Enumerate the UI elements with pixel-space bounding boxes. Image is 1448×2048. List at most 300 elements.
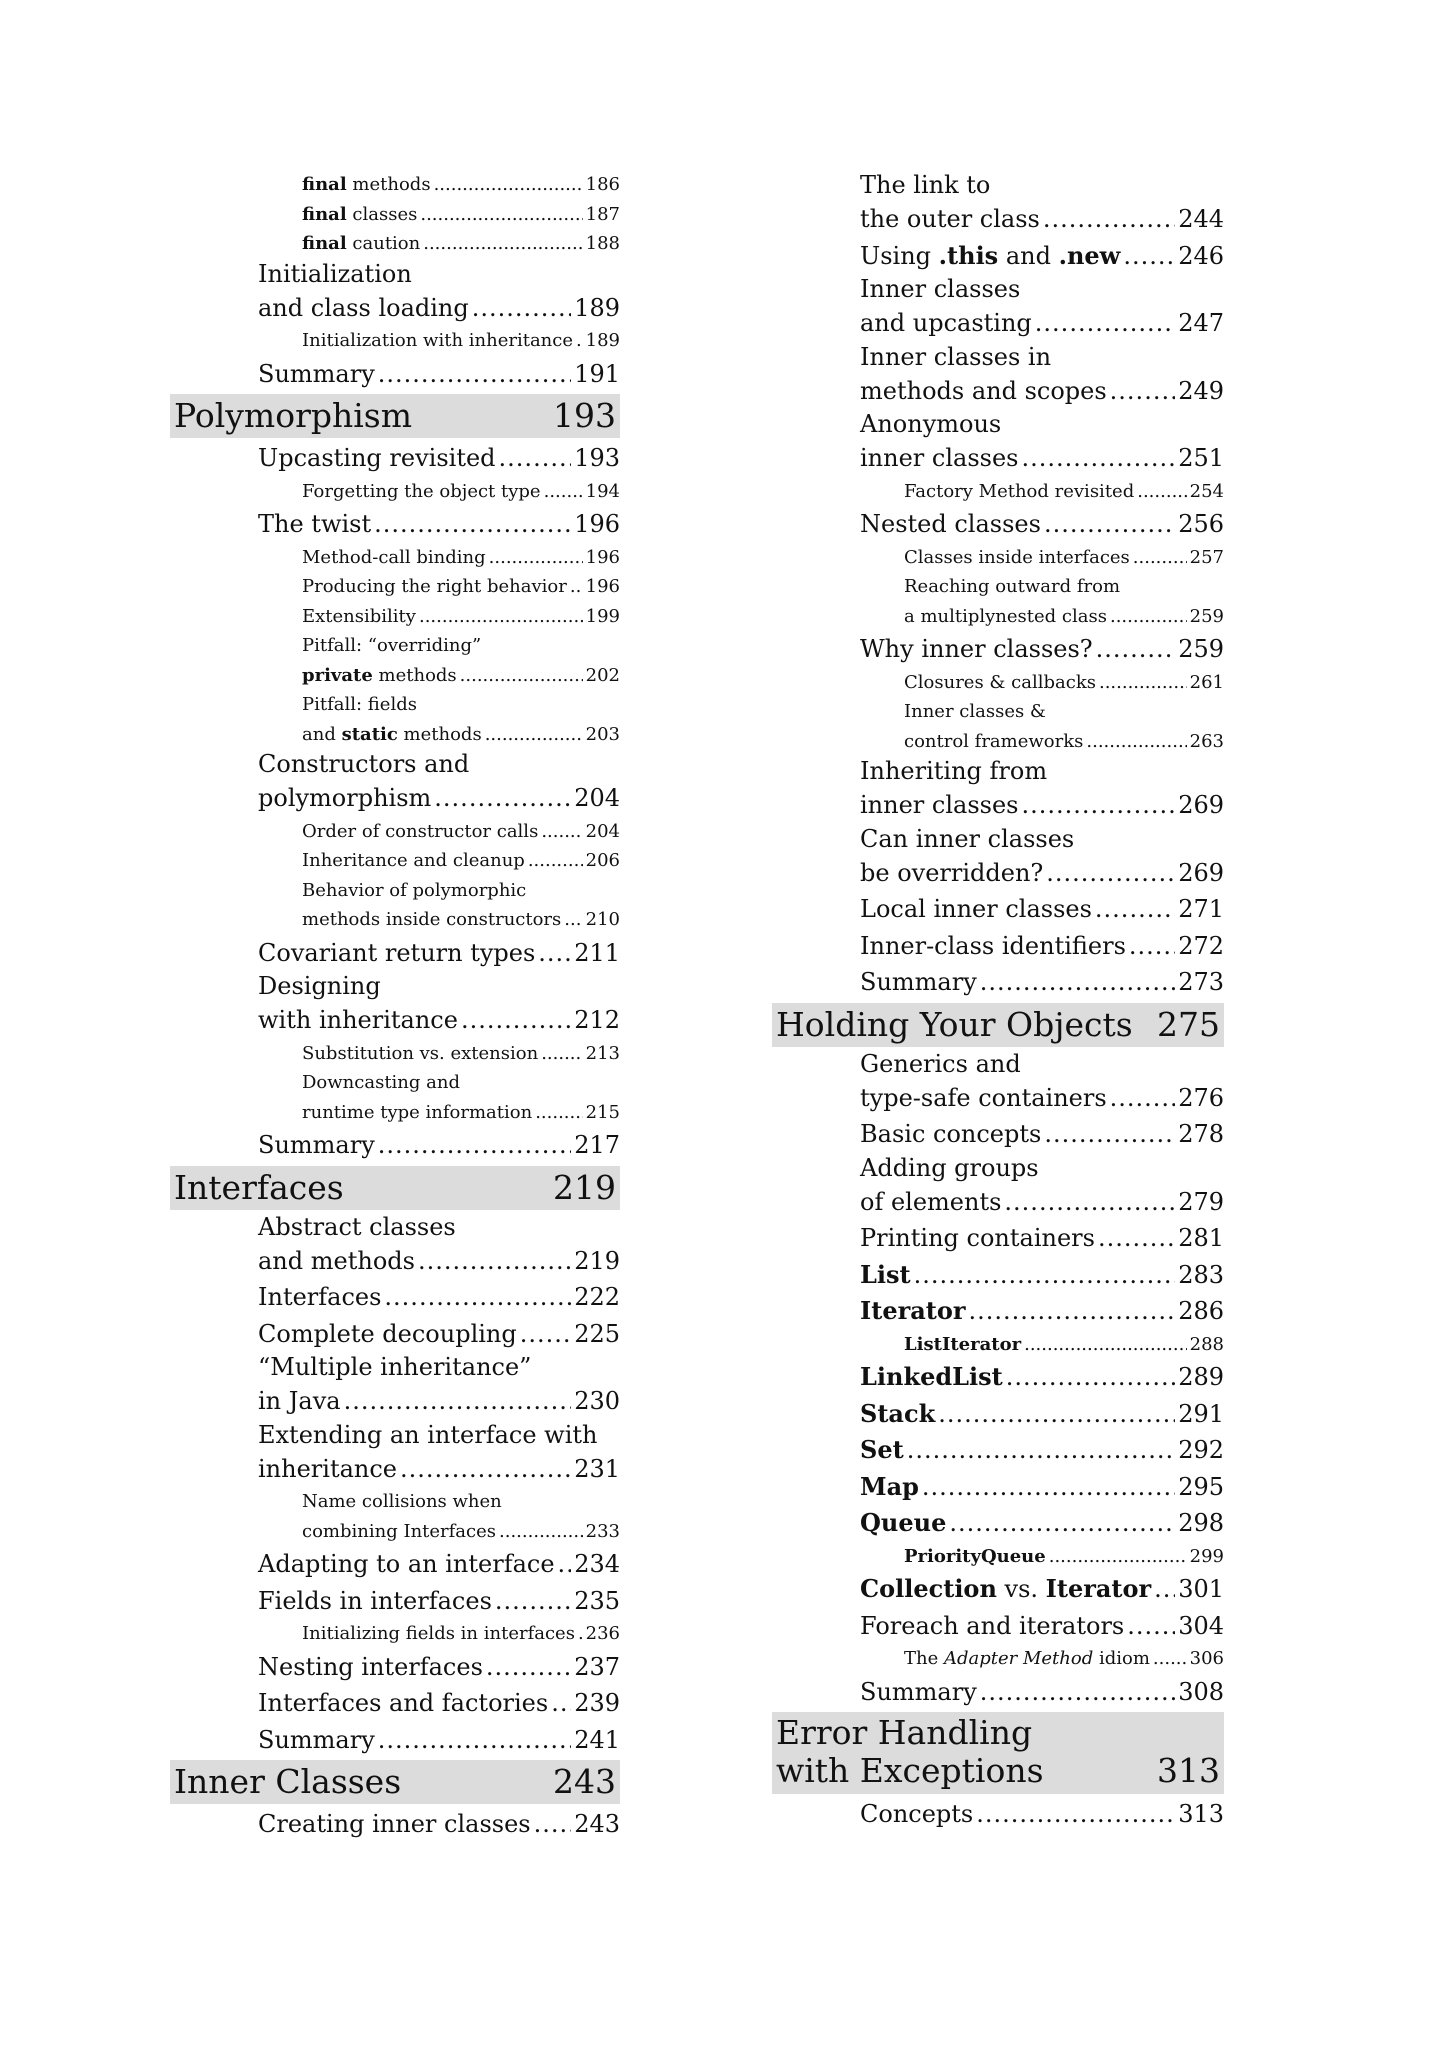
toc-section-entry [772,855,1224,892]
dot-leader [489,543,583,573]
toc-section-entry [772,964,1224,1001]
toc-entry-text: in Java [258,1387,341,1415]
toc-page-number: 299 [1189,1545,1224,1567]
dot-leader [558,1546,572,1583]
toc-entry-title [302,846,525,876]
toc-entry-title [860,1293,966,1330]
toc-entry-text-bold: Set [860,1435,904,1464]
toc-page-number: 194 [585,480,620,502]
toc-page-number: 191 [574,359,620,388]
toc-entry-text: Factory Method revisited [904,480,1135,502]
toc-entry-text: The [904,1648,944,1669]
chapter-title-row [776,1752,1220,1790]
toc-entry-title [860,964,977,1001]
toc-entry-line: Abstract classes [258,1212,456,1241]
dot-leader [1123,238,1175,275]
toc-entry-text: idiom [1093,1648,1150,1669]
toc-subsection-entry [170,1517,620,1547]
toc-entry-title [302,477,541,507]
toc-entry-title [258,935,535,972]
dot-leader [980,1674,1175,1711]
toc-section-entry [772,506,1224,543]
toc-entry-text: and class loading [258,293,469,322]
dot-leader [384,1279,571,1316]
dot-leader [969,1293,1176,1330]
toc-subsection-entry [170,229,620,259]
toc-page-number: 189 [585,330,620,351]
toc-entry-title [904,477,1134,507]
toc-entry-text: inner classes [860,791,1019,819]
toc-subsection-entry [170,846,620,876]
toc-entry-title [860,928,1126,965]
toc-section-entry [170,1002,620,1039]
toc-entry-line: Can inner classes [860,824,1075,853]
toc-page-number: 236 [585,1623,620,1644]
toc-page-number: 219 [574,1246,620,1275]
toc-entry-title [860,238,1120,275]
toc-subsection-entry [170,661,620,691]
dot-leader [914,1257,1176,1294]
toc-subsection-entry [772,602,1224,632]
toc-section-entry [772,1469,1224,1506]
toc-entry-text-bold: final [302,203,347,225]
chapter-heading [772,1712,1224,1794]
toc-subsection-entry [170,1098,620,1128]
toc-entry-text: Why inner classes? [860,635,1093,663]
toc-section-entry [772,373,1224,410]
toc-entry-title [860,373,1107,410]
toc-section-entry [772,201,1224,238]
toc-section-entry [170,1546,620,1583]
toc-page-number: 288 [1189,1333,1224,1355]
toc-page-number: 272 [1178,931,1224,960]
dot-leader [1049,1542,1187,1572]
toc-section-entry [170,1127,620,1164]
toc-page-number: 235 [574,1586,620,1615]
toc-entry-title [258,1583,492,1620]
toc-entry-title [258,1383,341,1420]
toc-entry-line: Pitfall: “overriding” [302,635,482,656]
toc-section-entry [772,1257,1224,1294]
toc-entry-title [860,1359,1003,1396]
toc-subsection-entry [170,543,620,573]
dot-leader [976,1796,1175,1833]
toc-entry-title [904,1330,1021,1360]
toc-entry-title [860,1505,946,1542]
toc-section-entry [170,1451,620,1488]
toc-entry-line: Inheriting from [860,757,1048,785]
toc-entry-text: and methods [258,1246,415,1275]
toc-subsection-entry [772,727,1224,757]
toc-subsection-entry [772,1542,1224,1572]
toc-entry-title [860,440,1018,477]
toc-page-number: 291 [1178,1399,1224,1428]
dot-leader [1043,201,1175,238]
toc-entry-text-bold: .new [1058,240,1121,270]
toc-entry-title [860,506,1041,543]
toc-subsection-entry [170,477,620,507]
toc-entry-text: Closures & callbacks [904,671,1096,693]
toc-entry-text: Substitution vs. extension [302,1042,539,1064]
toc-entry-title [302,661,457,691]
toc-section-entry [170,1383,620,1420]
dot-leader [1095,891,1175,928]
toc-page-number: 234 [574,1550,620,1578]
toc-entry-title [302,170,431,200]
dot-leader [551,1685,571,1722]
toc-page-number: 257 [1189,546,1224,568]
toc-entry-text: Initialization with inheritance [302,330,574,351]
toc-page-number: 276 [1178,1083,1224,1112]
toc-subsection-entry [170,817,620,847]
toc-page-number: 196 [585,546,620,568]
toc-entry-text: Extensibility [302,605,416,627]
toc-page-number: 261 [1189,671,1224,693]
toc-entry-text: inner classes [860,444,1019,472]
toc-entry-text: of elements [860,1187,1002,1216]
toc-entry-title [904,727,1083,757]
chapter-title-line: with Exceptions [776,1751,1044,1790]
toc-left-column [170,170,620,1843]
chapter-heading [170,1166,620,1210]
toc-page-number: 243 [574,1810,620,1838]
toc-entry-text: The twist [258,510,372,538]
toc-page-number: 213 [585,1042,620,1064]
toc-section-entry [170,1583,620,1620]
toc-page-number: 206 [585,850,620,871]
dot-leader [520,1316,571,1353]
toc-entry-title [302,817,538,847]
dot-leader [544,477,583,507]
toc-page-number: 246 [1178,241,1224,270]
toc-page-number: 298 [1178,1509,1224,1537]
toc-entry-text: Summary [258,359,375,388]
toc-page-number: 283 [1178,1260,1224,1289]
toc-entry-line: Pitfall: fields [302,694,417,715]
toc-entry-title [258,1002,458,1039]
dot-leader [1127,1608,1175,1645]
toc-page-number: 251 [1178,444,1224,472]
toc-entry-line: Designing [258,972,381,1000]
dot-leader [420,200,582,230]
toc-page-number: 199 [585,605,620,627]
toc-section-entry [772,1796,1224,1833]
toc-section-entry [772,1359,1224,1396]
chapter-title: Inner Classes [174,1762,402,1801]
toc-entry-text: Upcasting revisited [258,444,496,472]
toc-section-entry [772,1432,1224,1469]
toc-section-entry [772,1080,1224,1117]
toc-entry-text-bold: Iterator [860,1296,966,1325]
dot-leader [570,572,583,602]
toc-section-entry [170,356,620,393]
toc-entry-title [258,1722,375,1759]
dot-leader [1129,928,1175,965]
toc-entry-title [258,1243,415,1280]
toc-entry-line: Inner classes [860,275,1021,303]
toc-entry-title [860,1469,919,1506]
toc-section-entry [772,787,1224,824]
toc-section-entry [772,1116,1224,1153]
toc-entry-title [302,1039,538,1069]
toc-page-number: 313 [1178,1800,1224,1828]
toc-entry-line: Adding groups [860,1153,1039,1182]
toc-page-number: 186 [585,174,620,195]
toc-section-entry [772,238,1224,275]
dot-leader [378,1722,571,1759]
toc-entry-title [860,631,1093,668]
toc-page-number: 203 [585,723,620,745]
toc-page-number: 204 [585,820,620,842]
toc-entry-text: Producing the right behavior [302,576,567,597]
dot-leader [564,905,582,935]
dot-leader [472,290,571,327]
toc-entry-text: Inner-class identifiers [860,931,1126,960]
toc-subsection-entry [772,1644,1224,1674]
toc-section-entry [772,1293,1224,1330]
toc-section-entry [772,631,1224,668]
toc-entry-title [258,1546,555,1583]
toc-entry-title [258,1685,548,1722]
toc-subsection-entry [772,477,1224,507]
toc-entry-title [302,1517,496,1547]
dot-leader [1021,440,1175,477]
toc-entry-title [860,891,1092,928]
dot-leader [499,1517,583,1547]
toc-entry-text: methods and scopes [860,376,1107,405]
dot-leader [1035,305,1175,342]
toc-entry-title [860,855,1043,892]
dot-leader [535,1098,582,1128]
toc-entry-title [302,720,482,750]
toc-page-number: 225 [574,1319,620,1348]
toc-page-number: 249 [1178,376,1224,405]
toc-entry-text-bold: Stack [860,1398,936,1428]
dot-leader [499,440,572,477]
toc-entry-line: “Multiple inheritance” [258,1353,532,1381]
chapter-title: Interfaces [174,1167,344,1207]
toc-page-number: 279 [1178,1187,1224,1216]
toc-entry-text: Using [860,241,939,270]
toc-page-number: 254 [1189,480,1224,502]
toc-section-entry [170,1243,620,1280]
toc-entry-title [904,1542,1046,1572]
toc-page-number: 259 [1189,605,1224,627]
toc-entry-title [302,326,573,356]
dot-leader [418,1243,571,1280]
dot-leader [1110,602,1187,632]
toc-entry-title [302,200,417,230]
toc-entry-text: Creating inner classes [258,1810,531,1838]
toc-entry-text: control frameworks [904,730,1084,752]
chapter-heading [170,1760,620,1804]
toc-entry-text-bold: PriorityQueue [904,1545,1046,1567]
toc-right-column [772,170,1224,1833]
toc-page-number: 202 [585,664,620,686]
toc-entry-title [904,543,1130,573]
toc-section-entry [772,1184,1224,1221]
toc-entry-title [860,1184,1001,1221]
toc-entry-text: and [302,723,342,745]
toc-section-entry [772,891,1224,928]
dot-leader [344,1383,572,1420]
toc-entry-title [860,201,1040,238]
toc-page-number: 286 [1178,1297,1224,1325]
toc-entry-title [860,1608,1124,1645]
toc-entry-text: Complete decoupling [258,1319,517,1348]
toc-entry-text: Order of constructor calls [302,820,539,842]
toc-page-number: 215 [585,1101,620,1123]
toc-page-number: 188 [585,233,620,254]
dot-leader [419,602,583,632]
toc-entry-title [860,1571,1151,1608]
toc-page-number: 210 [585,909,620,930]
toc-section-entry [170,506,620,543]
toc-entry-text: and [998,241,1059,270]
toc-entry-text-bold: static [341,723,398,745]
dot-leader [1153,1644,1187,1674]
toc-page-number: 196 [585,576,620,597]
dot-leader [534,1806,572,1843]
chapter-page-number: 243 [553,1762,616,1801]
dot-leader [378,1127,571,1164]
toc-entry-title [258,440,496,477]
toc-entry-text: the outer class [860,205,1040,233]
dot-leader [578,1619,583,1649]
toc-entry-text: Concepts [860,1800,974,1828]
dot-leader [1046,855,1175,892]
toc-entry-line: Initialization [258,259,412,288]
dot-leader [922,1469,1175,1506]
toc-subsection-entry [170,170,620,200]
toc-section-entry [772,1571,1224,1608]
toc-entry-text: inheritance [258,1454,397,1483]
toc-entry-line: Inner classes in [860,342,1052,371]
toc-entry-text: Forgetting the object type [302,480,541,502]
chapter-title: Holding Your Objects [776,1004,1133,1044]
toc-page-number: 193 [574,444,620,472]
toc-section-entry [772,305,1224,342]
toc-entry-line: Behavior of polymorphic [302,879,527,901]
dot-leader [434,170,583,200]
toc-entry-text: Inheritance and cleanup [302,850,525,871]
toc-section-entry [170,935,620,972]
toc-entry-title [302,1619,575,1649]
toc-entry-text: runtime type information [302,1101,533,1123]
toc-entry-text: Summary [258,1131,375,1159]
toc-entry-text: caution [346,233,421,254]
toc-entry-title [258,1316,517,1353]
toc-entry-title [860,1796,973,1833]
toc-entry-line: Anonymous [860,410,1002,438]
toc-entry-text-bold: Queue [860,1508,947,1537]
toc-page-number: 295 [1178,1472,1224,1501]
toc-subsection-entry [170,602,620,632]
toc-subsection-entry [170,326,620,356]
toc-entry-line: The link to [860,171,991,199]
toc-entry-line: Reaching outward from [904,576,1121,597]
toc-subsection-entry [170,572,620,602]
toc-entry-text: methods [397,723,482,745]
toc-subsection-entry [772,668,1224,698]
toc-page-number: 189 [574,293,620,322]
toc-entry-title [860,787,1018,824]
dot-leader [1110,1080,1176,1117]
toc-page-number: 289 [1178,1363,1224,1391]
toc-page-number: 271 [1178,895,1224,923]
toc-entry-text-bold: final [302,233,347,254]
toc-entry-text: methods [372,664,457,686]
dot-leader [1006,1359,1175,1396]
dot-leader [434,780,571,817]
toc-entry-text-bold: Map [860,1471,919,1501]
chapter-heading [170,394,620,438]
toc-page-number: 222 [574,1283,620,1311]
toc-subsection-entry [170,720,620,750]
chapter-page-number: 193 [553,396,616,435]
toc-page-number: 304 [1178,1611,1224,1640]
toc-entry-title [302,229,420,259]
toc-entry-text-bold: .this [938,240,999,270]
toc-entry-title [302,1098,532,1128]
dot-leader [538,935,571,972]
toc-page-number: 278 [1178,1120,1224,1148]
toc-page-number: 273 [1178,968,1224,996]
chapter-heading [772,1003,1224,1047]
toc-entry-line: Constructors and [258,750,470,778]
dot-leader [486,1649,571,1686]
dot-leader [1137,477,1186,507]
toc-entry-text-bold: private [302,664,373,686]
toc-entry-text: Classes inside interfaces [904,546,1130,568]
dot-leader [1098,1220,1175,1257]
toc-page-number: 187 [585,203,620,225]
toc-page-number: 281 [1178,1224,1224,1252]
toc-page-number: 301 [1178,1575,1224,1603]
toc-entry-title [904,602,1107,632]
toc-section-entry [772,1505,1224,1542]
toc-page-number: 269 [1178,791,1224,819]
toc-entry-text: Printing containers [860,1224,1095,1252]
dot-leader [1110,373,1176,410]
toc-entry-title [860,1674,977,1711]
toc-entry-text: Summary [860,968,977,996]
toc-subsection-entry [170,1619,620,1649]
toc-entry-text: with inheritance [258,1006,458,1034]
toc-section-entry [772,1608,1224,1645]
toc-entry-text: Initializing fields in interfaces [302,1623,575,1644]
toc-page-number: 263 [1189,730,1224,752]
chapter-page-number: 313 [1157,1751,1220,1790]
toc-entry-title [302,602,416,632]
toc-page-number: 237 [574,1652,620,1681]
toc-entry-text: Nested classes [860,510,1041,538]
toc-section-entry [170,1279,620,1316]
toc-section-entry [170,1806,620,1843]
toc-entry-text: Summary [258,1725,375,1754]
toc-entry-text: Adapting to an interface [258,1550,555,1578]
toc-section-entry [170,440,620,477]
toc-entry-line: Generics and [860,1049,1021,1078]
dot-leader [1154,1571,1175,1608]
dot-leader [374,506,571,543]
dot-leader [1044,1116,1175,1153]
toc-entry-title [860,1080,1107,1117]
dot-leader [907,1432,1176,1469]
toc-page-number: 196 [574,510,620,538]
toc-entry-text: polymorphism [258,784,432,812]
toc-entry-title [860,1257,911,1294]
